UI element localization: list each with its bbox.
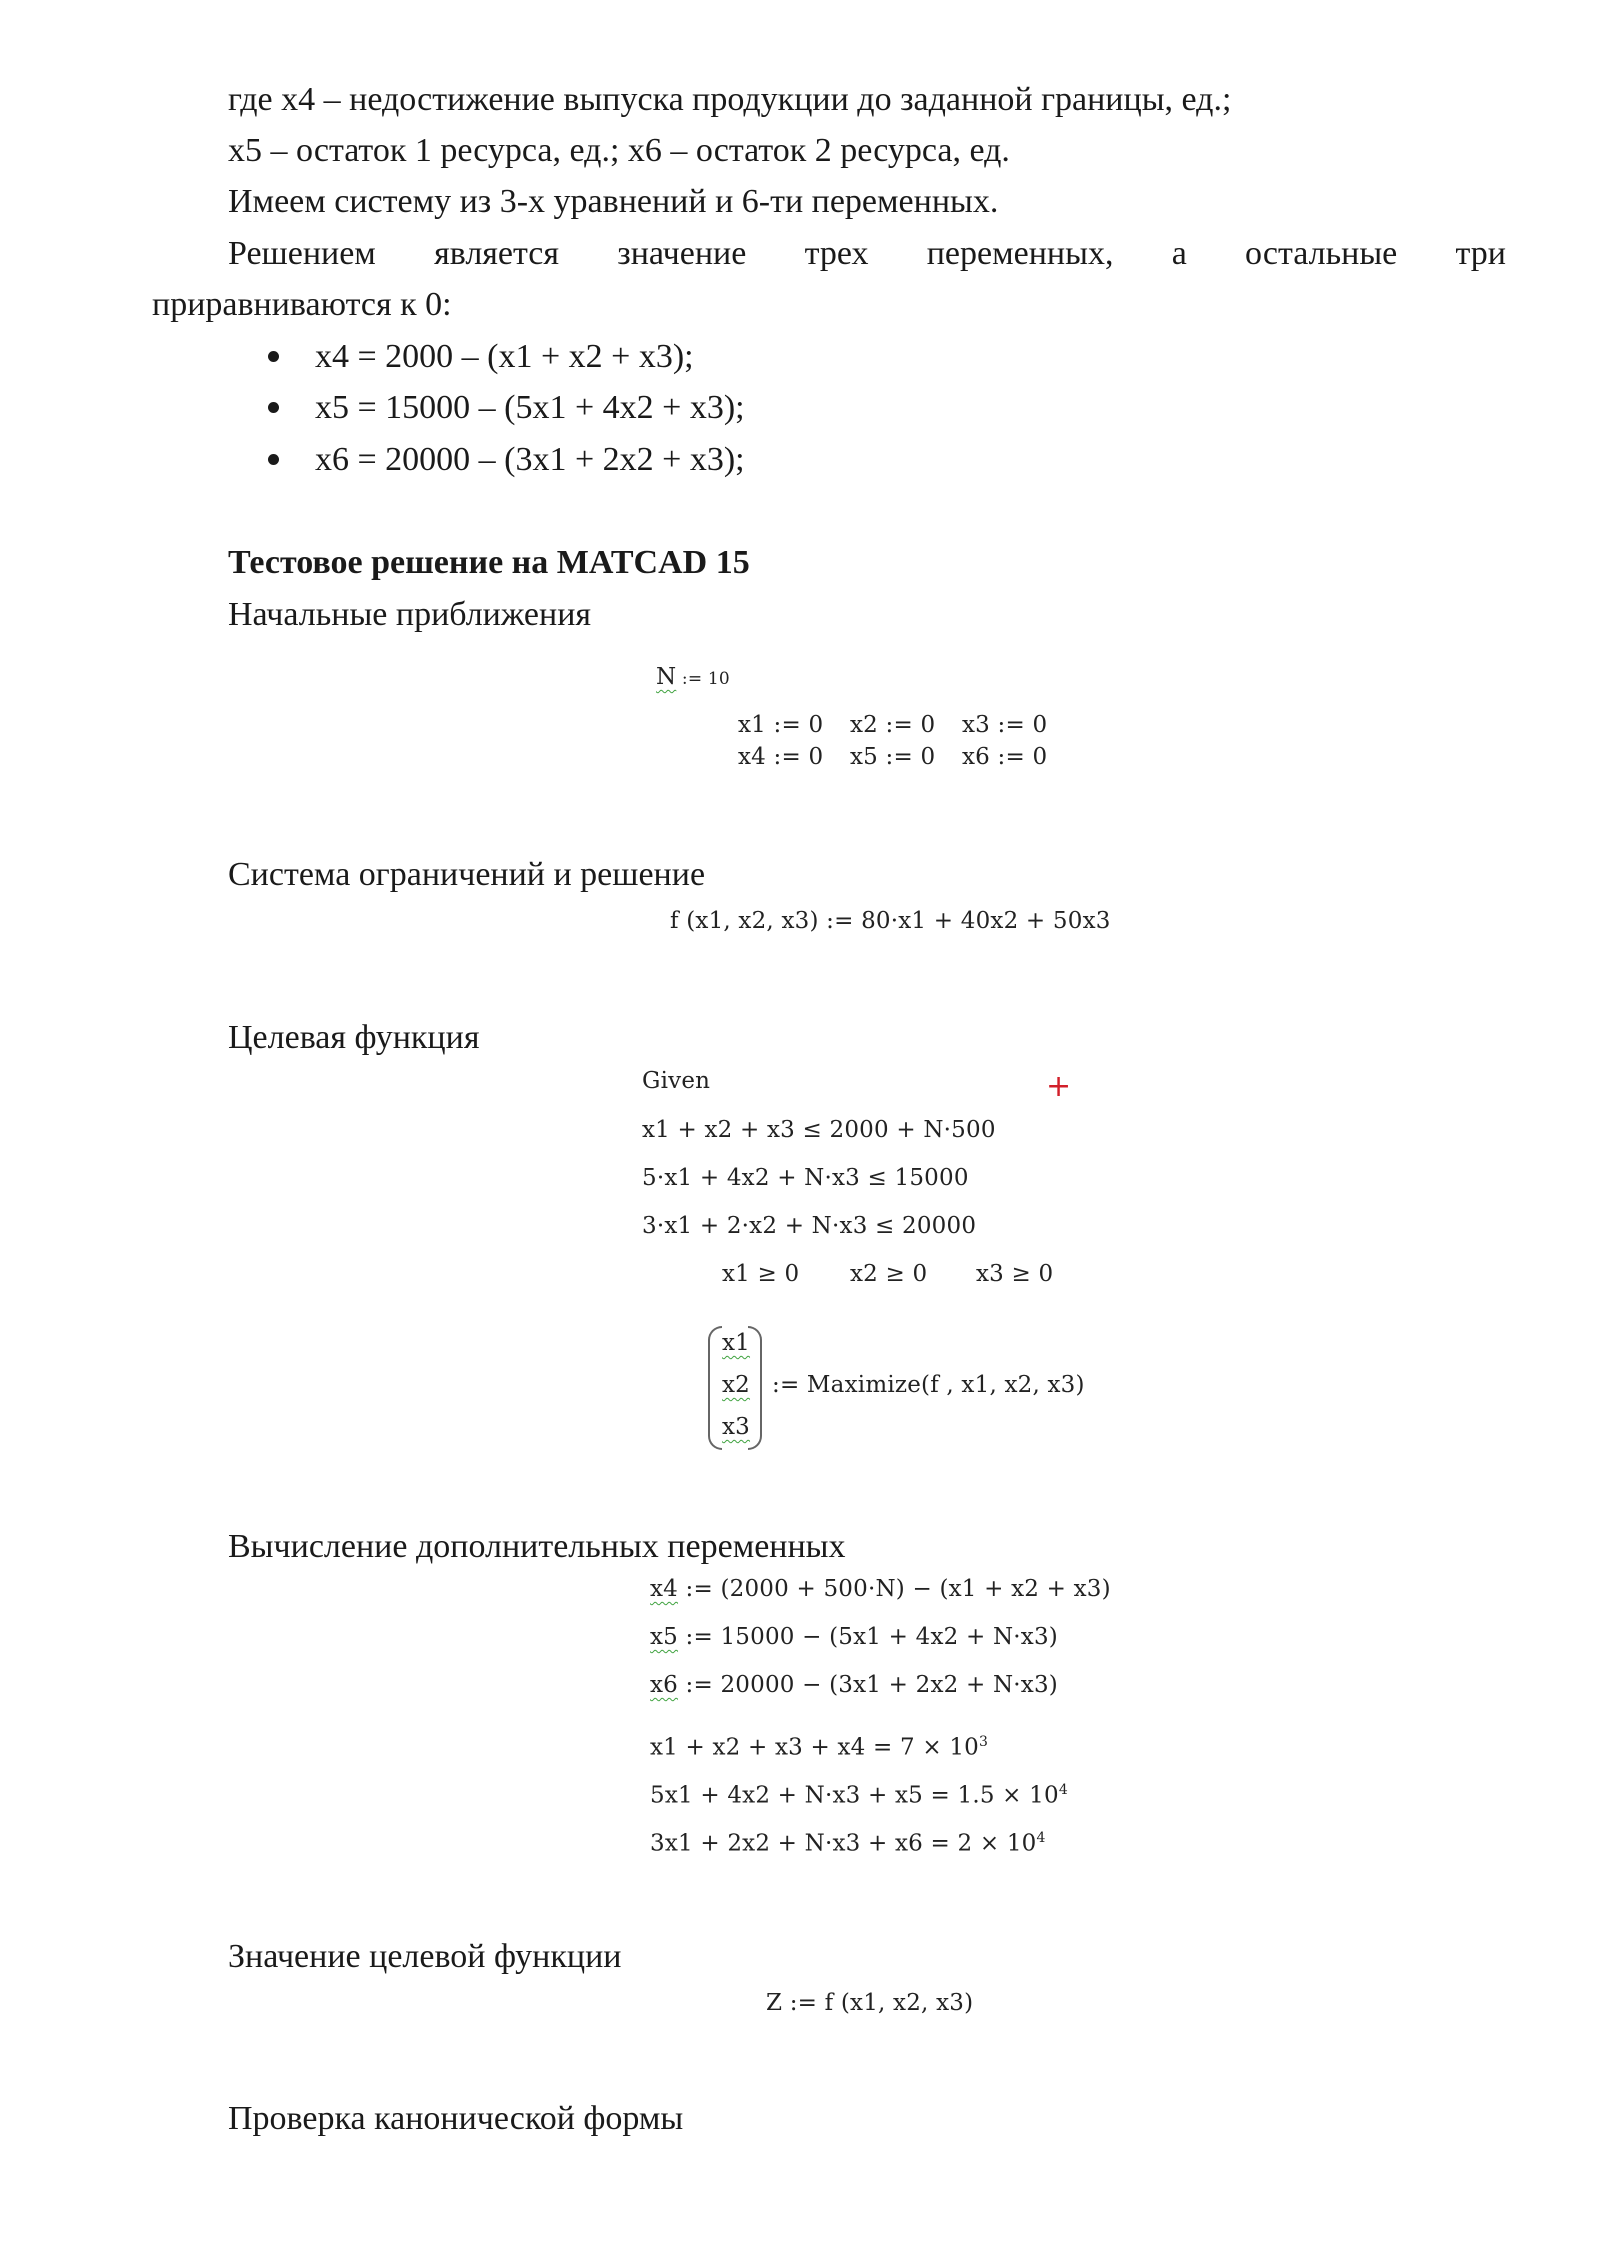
math-init-x6: x6 := 0 [962,744,1048,770]
math-check-3: $3x1 + 2x2 + N\cdot x3 + x6 = 2 \times 10^4$ [650,1830,1046,1857]
section-label-constraints: Система ограничений и решение [228,856,706,893]
math-x5-def: x5 := 15000 − (5x1 + 4x2 + N·x3) [650,1624,1058,1650]
section-label-check: Проверка канонической формы [228,2100,684,2137]
math-vector-x3: x3 [722,1414,751,1440]
math-init-x1: x1 := 0 [738,712,824,738]
text-line-system: Имеем систему из 3-х уравнений и 6-ти переменных. [228,183,999,220]
word: значение [617,235,747,272]
math-nonneg-x3: x3 ≥ 0 [976,1261,1054,1287]
crosshair-cursor-icon: + [1046,1069,1072,1104]
math-nonneg-x2: x2 ≥ 0 [850,1261,928,1287]
math-init-x3: x3 := 0 [962,712,1048,738]
math-function-def: f (x1, x2, x3) := 80·x1 + 40x2 + 50x3 [670,908,1111,934]
math-maximize: := Maximize(f , x1, x2, x3) [772,1372,1085,1398]
math-n-assign: N := 10 [656,664,730,690]
math-x6-def: x6 := 20000 − (3x1 + 2x2 + N·x3) [650,1672,1058,1698]
word: является [434,235,560,272]
section-label-initial: Начальные приближения [228,596,592,633]
math-nonneg-x1: x1 ≥ 0 [722,1261,800,1287]
math-constraint-2: 5·x1 + 4x2 + N·x3 ≤ 15000 [642,1165,969,1191]
math-z-def: Z := f (x1, x2, x3) [766,1990,974,2016]
math-given: Given [642,1068,711,1094]
math-vector-x1: x1 [722,1330,751,1356]
word: а [1171,235,1187,272]
text-line-x4-def: где x4 – недостижение выпуска продукции до заданной границы, ед.; [228,81,1232,118]
vector-right-paren [748,1326,762,1450]
bullet-icon [268,351,279,362]
math-init-x2: x2 := 0 [850,712,936,738]
text-line-x5-x6-def: x5 – остаток 1 ресурса, ед.; x6 – остаток 2 ресурса, ед. [228,132,1010,169]
math-init-x5: x5 := 0 [850,744,936,770]
section-label-target: Целевая функция [228,1019,480,1056]
section-label-value: Значение целевой функции [228,1938,622,1975]
word: три [1455,235,1506,272]
bullet-icon [268,454,279,465]
math-check-2: $5x1 + 4x2 + N\cdot x3 + x5 = 1.5 \times 10^4$ [650,1782,1068,1809]
bullet-item: x4 = 2000 – (x1 + x2 + x3); [268,337,694,377]
word: трех [804,235,869,272]
word: переменных, [926,235,1114,272]
text-line-solution-justified [228,234,1506,274]
word: Решением [228,235,376,272]
math-vector-x2: x2 [722,1372,751,1398]
section-heading: Тестовое решение на MATCAD 15 [228,544,750,581]
text-line-zero: приравниваются к 0: [152,286,452,323]
bullet-icon [268,402,279,413]
math-check-1: $x1 + x2 + x3 + x4 = 7 \times 10^3$ [650,1734,989,1761]
math-x4-def: x4 := (2000 + 500·N) − (x1 + x2 + x3) [650,1576,1111,1602]
math-init-x4: x4 := 0 [738,744,824,770]
word: остальные [1245,235,1398,272]
math-constraint-1: x1 + x2 + x3 ≤ 2000 + N·500 [642,1117,996,1143]
vector-left-paren [708,1326,722,1450]
bullet-item: x6 = 20000 – (3x1 + 2x2 + x3); [268,440,745,480]
section-label-extra-vars: Вычисление дополнительных переменных [228,1528,846,1565]
bullet-item: x5 = 15000 – (5x1 + 4x2 + x3); [268,388,745,428]
math-constraint-3: 3·x1 + 2·x2 + N·x3 ≤ 20000 [642,1213,977,1239]
